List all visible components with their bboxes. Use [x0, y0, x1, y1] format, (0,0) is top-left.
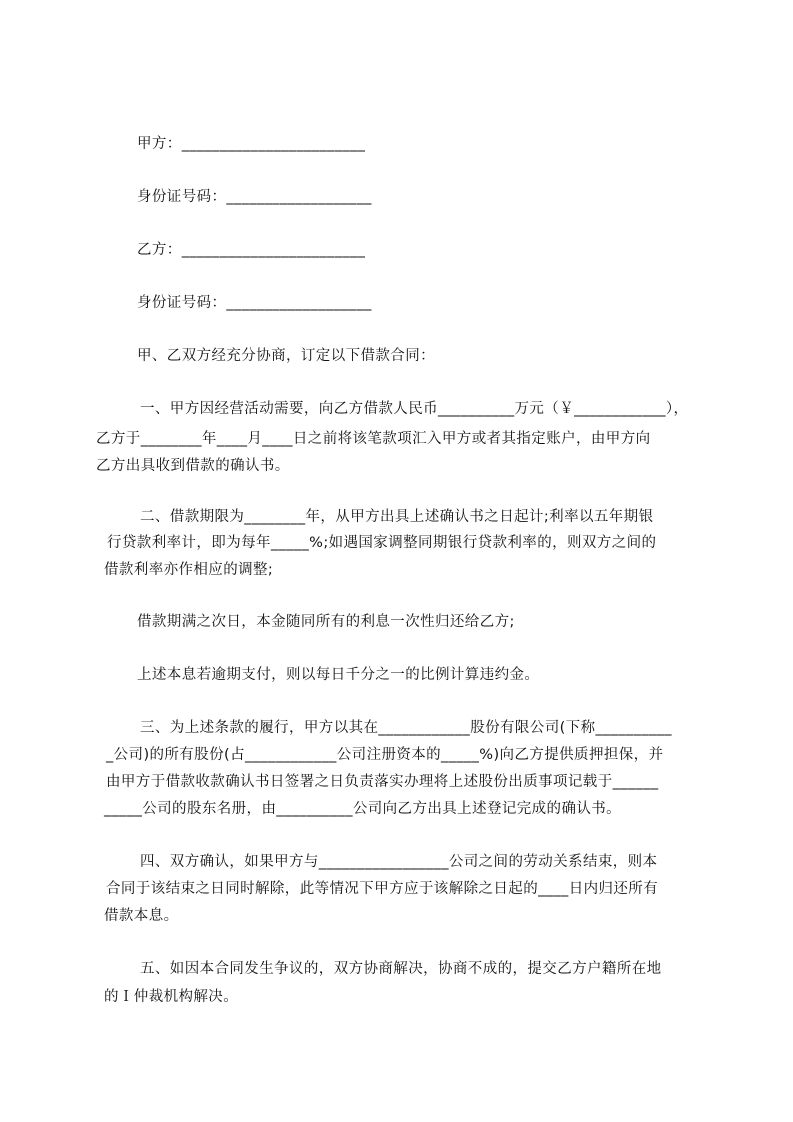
clause-2-line-2: 行贷款利率计，即为每年_____%;如遇国家调整同期银行贷款利率的，则双方之间的: [107, 535, 657, 551]
clause-1-line-1: 一、甲方因经营活动需要，向乙方借款人民币__________万元（￥____________），: [140, 401, 689, 417]
party-b-field: [137, 238, 365, 259]
party-b-id-blank: ___________________: [226, 295, 372, 311]
clause-2-line-3: 借款利率亦作相应的调整;: [104, 562, 274, 578]
party-a-id-label: 身份证号码：: [137, 189, 227, 205]
clause-1-line-3: 乙方出具收到借款的确认书。: [96, 458, 290, 474]
clause-2-line-1: 二、借款期限为________年，从甲方出具上述确认书之日起计;利率以五年期银: [140, 509, 654, 525]
due-paragraph: 借款期满之次日，本金随同所有的利息一次性归还给乙方;: [137, 614, 515, 630]
clause-3-line-2: _公司)的所有股份(占____________公司注册资本的_____%)向乙方提供质押担保，并: [106, 747, 664, 763]
party-a-id-blank: ___________________: [226, 189, 372, 205]
party-a-blank: ________________________: [181, 136, 366, 152]
party-b-id-field: [137, 291, 372, 312]
clause-3-line-4: _____公司的股东名册，由__________公司向乙方出具上述登记完成的确认书。: [104, 801, 622, 817]
party-a-field: [137, 132, 365, 153]
party-b-id-label: 身份证号码：: [137, 295, 227, 311]
penalty-paragraph: 上述本息若逾期支付，则以每日千分之一的比例计算违约金。: [137, 667, 540, 683]
clause-4-line-3: 借款本息。: [104, 908, 179, 924]
clause-3-line-3: 由甲方于借款收款确认书日签署之日负责落实办理将上述股份出质事项记载于______: [106, 774, 659, 790]
party-a-id-field: [137, 185, 372, 206]
clause-4-line-2: 合同于该结束之日同时解除，此等情况下甲方应于该解除之日起的____日内归还所有: [106, 881, 659, 897]
clause-5-line-1: 五、如因本合同发生争议的，双方协商解决，协商不成的，提交乙方户籍所在地: [140, 961, 662, 977]
clause-5-line-2: 的Ｉ仲裁机构解决。: [104, 989, 239, 1005]
party-a-label: 甲方：: [137, 136, 182, 152]
intro-text: 甲、乙双方经充分协商，订定以下借款合同：: [137, 348, 435, 364]
clause-1-line-2: 乙方于________年____月____日之前将该笔款项汇入甲方或者其指定账户，由甲方向: [96, 431, 651, 447]
party-b-blank: ________________________: [181, 242, 366, 258]
clause-3-line-1: 三、为上述条款的履行，甲方以其在____________股份有限公司(下称__________: [140, 720, 672, 736]
party-b-label: 乙方：: [137, 242, 182, 258]
clause-4-line-1: 四、双方确认，如果甲方与_________________公司之间的劳动关系结束，则本: [140, 854, 658, 870]
